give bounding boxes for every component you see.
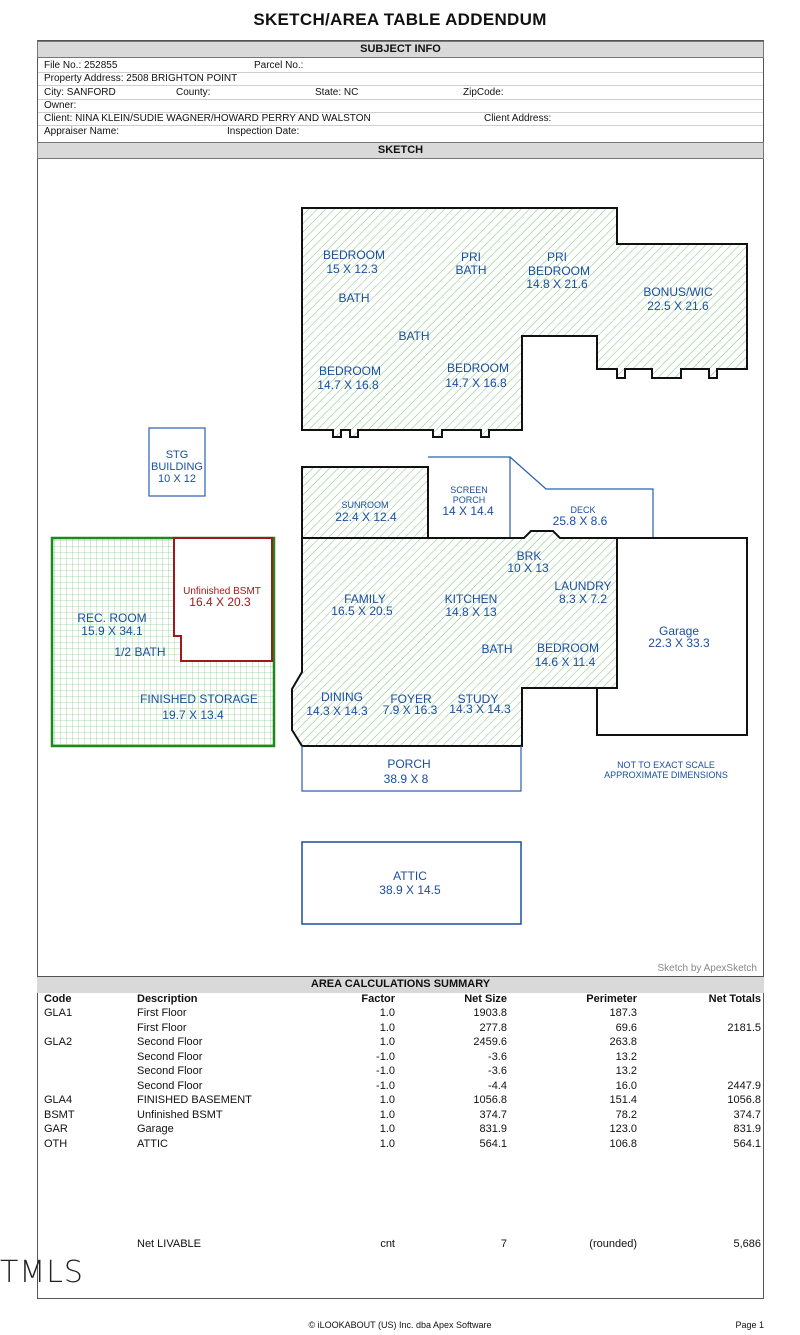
area-cell-factor: 1.0: [379, 1123, 395, 1135]
sketch-heading: SKETCH: [37, 142, 764, 159]
area-cell-total: 1056.8: [727, 1094, 761, 1106]
area-cell-factor: 1.0: [379, 1137, 395, 1150]
subject-info-heading: SUBJECT INFO: [37, 41, 764, 58]
area-cell-desc: First Floor: [137, 1021, 187, 1034]
area-cell-perim: 13.2: [615, 1065, 637, 1077]
state: State: NC: [315, 87, 359, 98]
area-cell-size: -3.6: [488, 1065, 507, 1077]
appraiser-name: Appraiser Name:: [44, 126, 120, 137]
area-cell-desc: Second Floor: [137, 1065, 203, 1077]
label-pri-bedroom-1: PRI: [546, 250, 568, 264]
label-bath-upper-2: BATH: [398, 329, 430, 343]
area-cell-perim: 69.6: [615, 1021, 637, 1034]
area-cell-size: 564.1: [479, 1137, 507, 1150]
dim-brk: 10 X 13: [507, 561, 549, 575]
label-porch: PORCH: [387, 757, 431, 771]
footer-copyright: © iLOOKABOUT (US) Inc. dba Apex Software: [308, 1320, 492, 1330]
owner: Owner:: [44, 100, 77, 111]
area-cell-factor: 1.0: [379, 1007, 395, 1019]
area-cell-desc: FINISHED BASEMENT: [137, 1094, 252, 1106]
area-cell-perim: 187.3: [609, 1007, 637, 1019]
dim-bedroom-4: 14.6 X 11.4: [534, 655, 596, 669]
label-sunroom: SUNROOM: [341, 500, 389, 510]
footer-page: Page 1: [735, 1320, 764, 1330]
col-net-size-header: Net Size: [464, 993, 507, 1005]
dim-sunroom: 22.4 X 12.4: [335, 510, 397, 524]
dim-unfinished-bsmt: 16.4 X 20.3: [189, 595, 251, 609]
dim-bonus: 22.5 X 21.6: [647, 299, 709, 313]
net-livable-factor: cnt: [380, 1238, 395, 1250]
mls-watermark: TMLS: [0, 1255, 84, 1290]
dim-deck: 25.8 X 8.6: [552, 514, 608, 528]
area-cell-desc: ATTIC: [137, 1137, 168, 1150]
dim-bedroom-2: 14.7 X 16.8: [317, 378, 379, 392]
label-bedroom-2: BEDROOM: [318, 364, 382, 378]
area-cell-factor: 1.0: [379, 1094, 395, 1106]
label-garage: Garage: [658, 624, 700, 638]
label-bath-upper-1: BATH: [338, 291, 370, 305]
label-deck: DECK: [570, 505, 596, 515]
col-description-header: Description: [137, 993, 198, 1005]
label-kitchen: KITCHEN: [444, 592, 498, 606]
area-heading: AREA CALCULATIONS SUMMARY: [37, 977, 764, 993]
label-dining: DINING: [321, 690, 363, 704]
area-cell-total: 374.7: [733, 1108, 761, 1121]
label-stg-2: BUILDING: [151, 461, 203, 473]
area-cell-code: BSMT: [44, 1108, 75, 1121]
label-bedroom-1: BEDROOM: [322, 248, 386, 262]
label-screen-2: PORCH: [452, 495, 486, 505]
dim-kitchen: 14.8 X 13: [445, 605, 497, 619]
area-cell-code: GLA4: [44, 1094, 73, 1106]
area-cell-perim: 78.2: [615, 1108, 637, 1121]
area-cell-code: OTH: [44, 1137, 68, 1150]
area-cell-size: 277.8: [479, 1021, 507, 1034]
net-livable-perim: (rounded): [589, 1238, 637, 1250]
county: County:: [176, 87, 211, 98]
label-bedroom-3: BEDROOM: [446, 361, 510, 375]
dim-rec-room: 15.9 X 34.1: [81, 624, 143, 638]
dim-foyer: 7.9 X 16.3: [382, 703, 438, 717]
label-brk: BRK: [516, 549, 542, 563]
dim-family: 16.5 X 20.5: [331, 604, 393, 618]
label-family: FAMILY: [344, 592, 386, 606]
area-cell-desc: Unfinished BSMT: [137, 1108, 223, 1121]
area-cell-total: 2447.9: [727, 1079, 761, 1092]
area-cell-factor: 1.0: [379, 1036, 395, 1048]
area-cell-desc: Garage: [137, 1123, 174, 1135]
dim-study: 14.3 X 14.3: [449, 702, 511, 716]
area-cell-size: 1903.8: [473, 1007, 507, 1019]
label-pri-bath-2: BATH: [455, 263, 487, 277]
dim-pri-bedroom: 14.8 X 21.6: [526, 277, 588, 291]
area-cell-factor: -1.0: [376, 1050, 395, 1063]
label-unfinished-bsmt: Unfinished BSMT: [183, 586, 261, 597]
label-attic: ATTIC: [393, 869, 427, 883]
dim-garage: 22.3 X 33.3: [648, 636, 710, 650]
label-study: STUDY: [457, 692, 499, 706]
dim-stg: 10 X 12: [158, 473, 196, 485]
area-cell-code: GLA1: [44, 1007, 73, 1019]
area-cell-total: 831.9: [733, 1123, 761, 1135]
dim-screen: 14 X 14.4: [442, 504, 494, 518]
property-address: Property Address: 2508 BRIGHTON POINT: [44, 73, 238, 84]
area-cell-size: 1056.8: [473, 1094, 507, 1106]
col-net-totals-header: Net Totals: [708, 993, 761, 1005]
area-cell-perim: 151.4: [609, 1094, 637, 1106]
label-foyer: FOYER: [390, 692, 432, 706]
page-title: SKETCH/AREA TABLE ADDENDUM: [253, 10, 547, 29]
label-laundry: LAUNDRY: [554, 579, 612, 593]
label-stg-1: STG: [165, 449, 189, 461]
dim-dining: 14.3 X 14.3: [306, 704, 368, 718]
area-cell-size: 2459.6: [473, 1036, 507, 1048]
area-cell-factor: -1.0: [376, 1065, 395, 1077]
sketch-credit: Sketch by ApexSketch: [657, 963, 757, 974]
label-bath-main: BATH: [481, 642, 513, 656]
client: Client: NINA KLEIN/SUDIE WAGNER/HOWARD PERRY AND WALSTON: [44, 113, 371, 124]
inspection-date: Inspection Date:: [227, 126, 300, 137]
area-cell-factor: 1.0: [379, 1021, 395, 1034]
area-cell-desc: Second Floor: [137, 1050, 203, 1063]
area-cell-size: -4.4: [488, 1079, 507, 1092]
col-code-header: Code: [44, 993, 72, 1005]
area-cell-factor: -1.0: [376, 1079, 395, 1092]
area-cell-perim: 263.8: [609, 1036, 637, 1048]
label-rec-room: REC. ROOM: [77, 611, 147, 625]
dim-attic: 38.9 X 14.5: [379, 883, 441, 897]
dim-bedroom-3: 14.7 X 16.8: [445, 376, 507, 390]
area-cell-perim: 106.8: [609, 1137, 637, 1150]
area-cell-size: 831.9: [479, 1123, 507, 1135]
net-livable-size: 7: [500, 1238, 507, 1250]
col-perimeter-header: Perimeter: [586, 993, 637, 1005]
client-address: Client Address:: [484, 113, 552, 124]
label-finished-storage: FINISHED STORAGE: [140, 692, 258, 706]
label-pri-bath-1: PRI: [460, 250, 482, 264]
area-cell-perim: 13.2: [615, 1050, 637, 1063]
dim-laundry: 8.3 X 7.2: [558, 592, 608, 606]
area-cell-code: GLA2: [44, 1036, 73, 1048]
label-bonus: BONUS/WIC: [643, 285, 713, 299]
area-cell-code: GAR: [44, 1123, 68, 1135]
label-pri-bedroom-2: BEDROOM: [527, 264, 591, 278]
dim-finished-storage: 19.7 X 13.4: [162, 708, 224, 722]
area-cell-perim: 16.0: [615, 1079, 637, 1092]
area-cell-desc: Second Floor: [137, 1079, 203, 1092]
area-cell-desc: First Floor: [137, 1007, 187, 1019]
net-livable-total: 5,686: [733, 1238, 761, 1250]
col-factor-header: Factor: [361, 993, 395, 1005]
dim-bedroom-1: 15 X 12.3: [326, 262, 378, 276]
city: City: SANFORD: [44, 87, 116, 98]
second-floor-outline: [302, 208, 747, 437]
area-cell-perim: 123.0: [609, 1123, 637, 1135]
area-cell-total: 2181.5: [727, 1021, 761, 1034]
scale-note-2: APPROXIMATE DIMENSIONS: [604, 770, 728, 780]
area-cell-total: 564.1: [733, 1137, 761, 1150]
file-no: File No.: 252855: [44, 60, 118, 71]
scale-note-1: NOT TO EXACT SCALE: [617, 760, 715, 770]
dim-porch: 38.9 X 8: [383, 772, 429, 786]
label-bedroom-4: BEDROOM: [536, 641, 600, 655]
area-cell-size: -3.6: [488, 1050, 507, 1063]
net-livable-desc: Net LIVABLE: [137, 1238, 201, 1250]
label-half-bath: 1/2 BATH: [114, 645, 166, 659]
area-cell-desc: Second Floor: [137, 1036, 203, 1048]
area-cell-factor: 1.0: [379, 1108, 395, 1121]
area-cell-size: 374.7: [479, 1108, 507, 1121]
label-screen-1: SCREEN: [450, 485, 488, 495]
zipcode: ZipCode:: [463, 87, 504, 98]
parcel-no: Parcel No.:: [254, 60, 304, 71]
